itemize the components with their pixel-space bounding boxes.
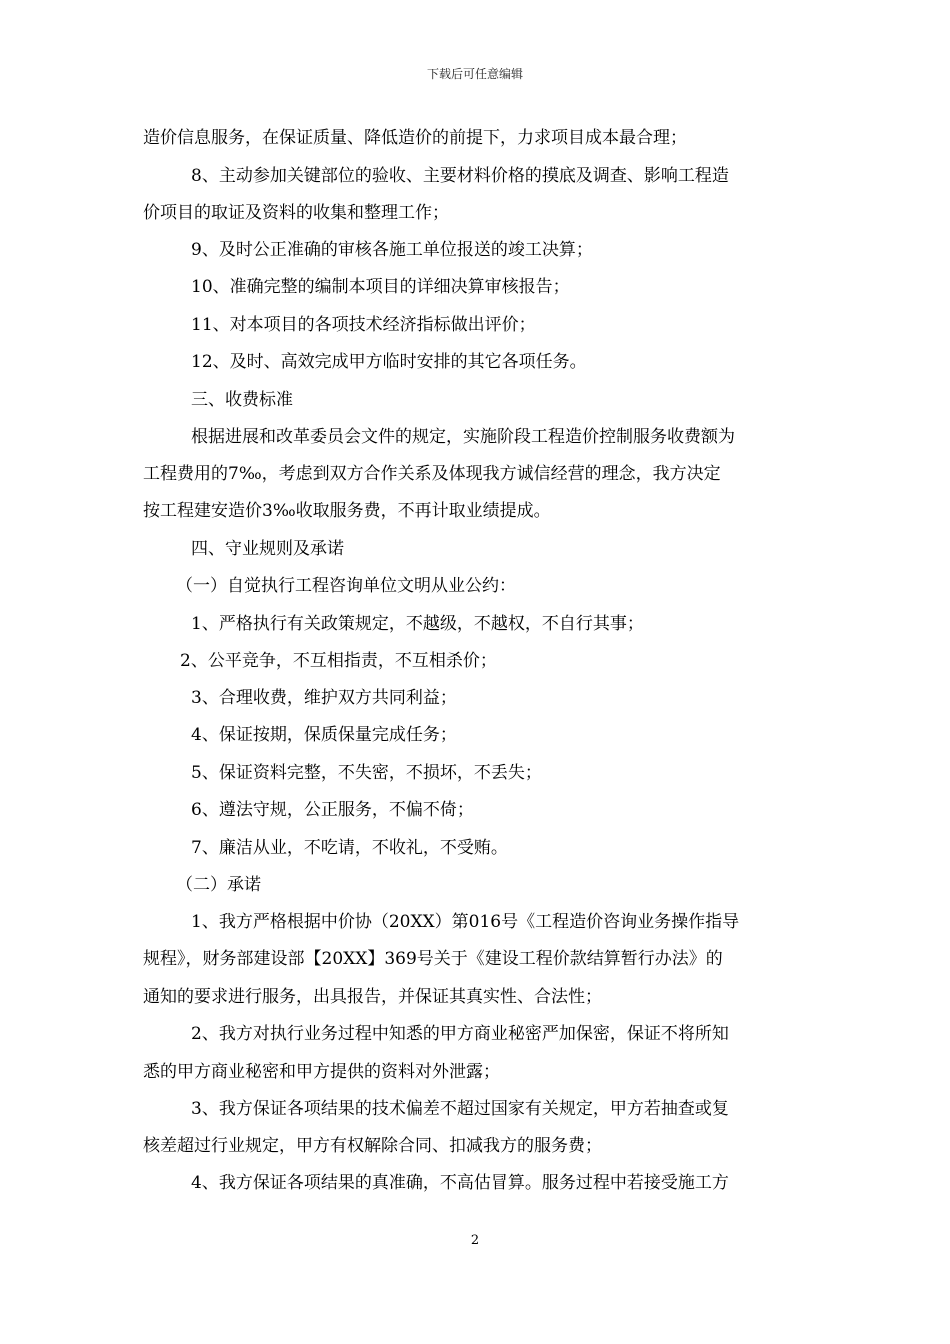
text-line: 10、准确完整的编制本项目的详细决算审核报告； xyxy=(191,277,570,297)
text-line: 规程》，财务部建设部【20XX】369号关于《建设工程价款结算暂行办法》的 xyxy=(143,949,723,969)
list-item: 3、合理收费，维护双方共同利益； xyxy=(191,688,457,708)
section-heading: 四、守业规则及承诺 xyxy=(191,539,344,559)
subsection-heading: （二）承诺 xyxy=(176,875,261,895)
list-item: 5、保证资料完整，不失密，不损坏，不丢失； xyxy=(191,763,542,783)
text-line: 1、我方严格根据中价协（20XX）第016号《工程造价咨询业务操作指导 xyxy=(191,912,740,932)
text-line: 核差超过行业规定，甲方有权解除合同、扣减我方的服务费； xyxy=(143,1136,602,1156)
page-number: 2 xyxy=(470,1233,480,1248)
text-line: 4、我方保证各项结果的真准确，不高估冒算。服务过程中若接受施工方 xyxy=(191,1173,729,1193)
text-line: 通知的要求进行服务，出具报告，并保证其真实性、合法性； xyxy=(143,987,602,1007)
text-line: 造价信息服务，在保证质量、降低造价的前提下，力求项目成本最合理； xyxy=(143,128,687,148)
text-line: 工程费用的7‰，考虑到双方合作关系及体现我方诚信经营的理念，我方决定 xyxy=(143,464,721,484)
text-line: 根据进展和改革委员会文件的规定，实施阶段工程造价控制服务收费额为 xyxy=(191,427,735,447)
list-item: 2、公平竞争，不互相指责，不互相杀价； xyxy=(180,651,497,671)
text-line: 11、对本项目的各项技术经济指标做出评价； xyxy=(191,315,536,335)
text-line: 3、我方保证各项结果的技术偏差不超过国家有关规定，甲方若抽查或复 xyxy=(191,1099,729,1119)
subsection-heading: （一）自觉执行工程咨询单位文明从业公约： xyxy=(176,576,516,596)
text-line: 2、我方对执行业务过程中知悉的甲方商业秘密严加保密，保证不将所知 xyxy=(191,1024,729,1044)
text-line: 8、主动参加关键部位的验收、主要材料价格的摸底及调查、影响工程造 xyxy=(191,166,729,186)
list-item: 4、保证按期，保质保量完成任务； xyxy=(191,725,457,745)
list-item: 7、廉洁从业，不吃请，不收礼，不受贿。 xyxy=(191,838,508,858)
list-item: 6、遵法守规，公正服务，不偏不倚； xyxy=(191,800,474,820)
text-line: 12、及时、高效完成甲方临时安排的其它各项任务。 xyxy=(191,352,587,372)
text-line: 价项目的取证及资料的收集和整理工作； xyxy=(143,203,449,223)
text-line: 悉的甲方商业秘密和甲方提供的资料对外泄露； xyxy=(143,1062,500,1082)
section-heading: 三、收费标准 xyxy=(191,390,293,410)
text-line: 按工程建安造价3‰收取服务费，不再计取业绩提成。 xyxy=(143,501,551,521)
page-header: 下载后可任意编辑 xyxy=(426,67,523,81)
list-item: 1、严格执行有关政策规定，不越级，不越权，不自行其事； xyxy=(191,614,644,634)
text-line: 9、及时公正准确的审核各施工单位报送的竣工决算； xyxy=(191,240,593,260)
